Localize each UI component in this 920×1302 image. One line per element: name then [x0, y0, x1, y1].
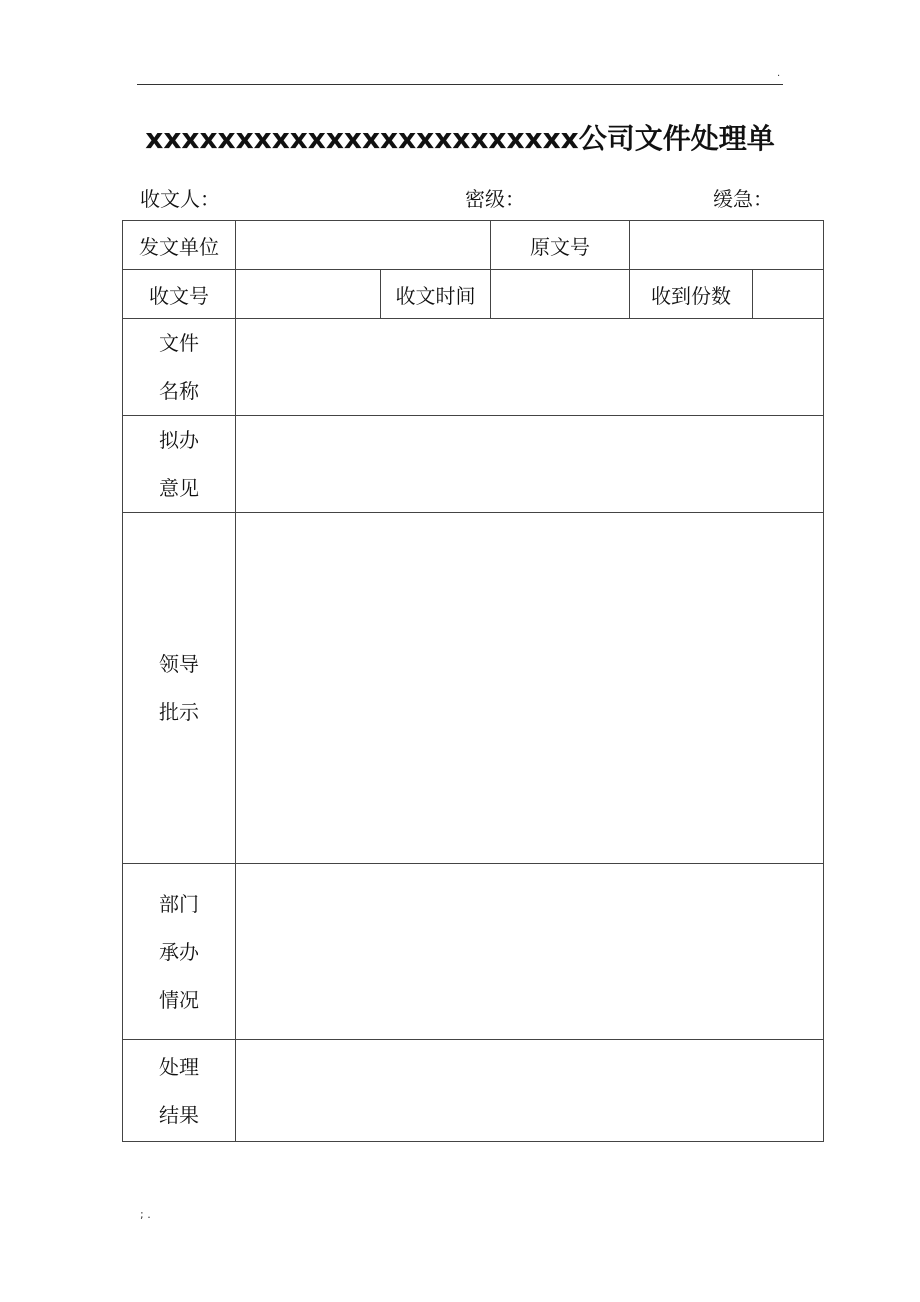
- secrecy-label: 密级：: [465, 187, 525, 211]
- result-label: [123, 1040, 236, 1142]
- leader-instruction-label-line2: 批示: [159, 700, 199, 724]
- copies-label: 收到份数: [630, 270, 753, 319]
- recipient-label: 收文人：: [140, 187, 220, 211]
- file-name-label-line2: 名称: [159, 379, 199, 403]
- file-name-field[interactable]: [236, 319, 824, 416]
- orig-doc-no-field[interactable]: [630, 221, 824, 270]
- file-name-label-line1: 文件: [159, 331, 199, 355]
- orig-doc-no-label: 原文号: [491, 221, 630, 270]
- dept-handling-label-line2: 承办: [159, 939, 199, 964]
- dept-handling-field[interactable]: [236, 864, 824, 1040]
- sender-unit-field[interactable]: [236, 221, 491, 270]
- form-row-file-name: [123, 319, 824, 416]
- proposed-opinion-label: [123, 416, 236, 513]
- form-row-receipt: [123, 270, 824, 319]
- form-row-sender: [123, 221, 824, 270]
- sender-unit-label: 发文单位: [123, 221, 236, 270]
- file-processing-form: [122, 220, 824, 1142]
- proposed-opinion-label-line1: 拟办: [159, 428, 199, 452]
- receipt-no-field[interactable]: [236, 270, 381, 319]
- form-row-leader-instruction: [123, 513, 824, 864]
- proposed-opinion-field[interactable]: [236, 416, 824, 513]
- result-label-line2: 结果: [159, 1102, 199, 1127]
- page-title: xxxxxxxxxxxxxxxxxxxxxxxx公司文件处理单: [145, 122, 775, 155]
- dept-handling-label-line3: 情况: [159, 987, 199, 1012]
- leader-instruction-label-line1: 领导: [159, 652, 199, 676]
- urgency-label: 缓急：: [713, 187, 773, 211]
- receipt-time-field[interactable]: [491, 270, 630, 319]
- form-row-dept-handling: [123, 864, 824, 1040]
- leader-instruction-field[interactable]: [236, 513, 824, 864]
- header-rule: [137, 84, 783, 85]
- copies-field[interactable]: [753, 270, 824, 319]
- form-row-result: [123, 1040, 824, 1142]
- header-mark: .: [777, 68, 781, 79]
- dept-handling-label: [123, 864, 236, 1040]
- receipt-time-label: 收文时间: [381, 270, 491, 319]
- leader-instruction-label: [123, 513, 236, 864]
- file-name-label: [123, 319, 236, 416]
- proposed-opinion-label-line2: 意见: [159, 476, 199, 500]
- result-field[interactable]: [236, 1040, 824, 1142]
- result-label-line1: 处理: [159, 1054, 199, 1079]
- dept-handling-label-line1: 部门: [159, 891, 199, 916]
- footer-mark: ; .: [140, 1208, 151, 1221]
- receipt-no-label: 收文号: [123, 270, 236, 319]
- form-row-proposed-opinion: [123, 416, 824, 513]
